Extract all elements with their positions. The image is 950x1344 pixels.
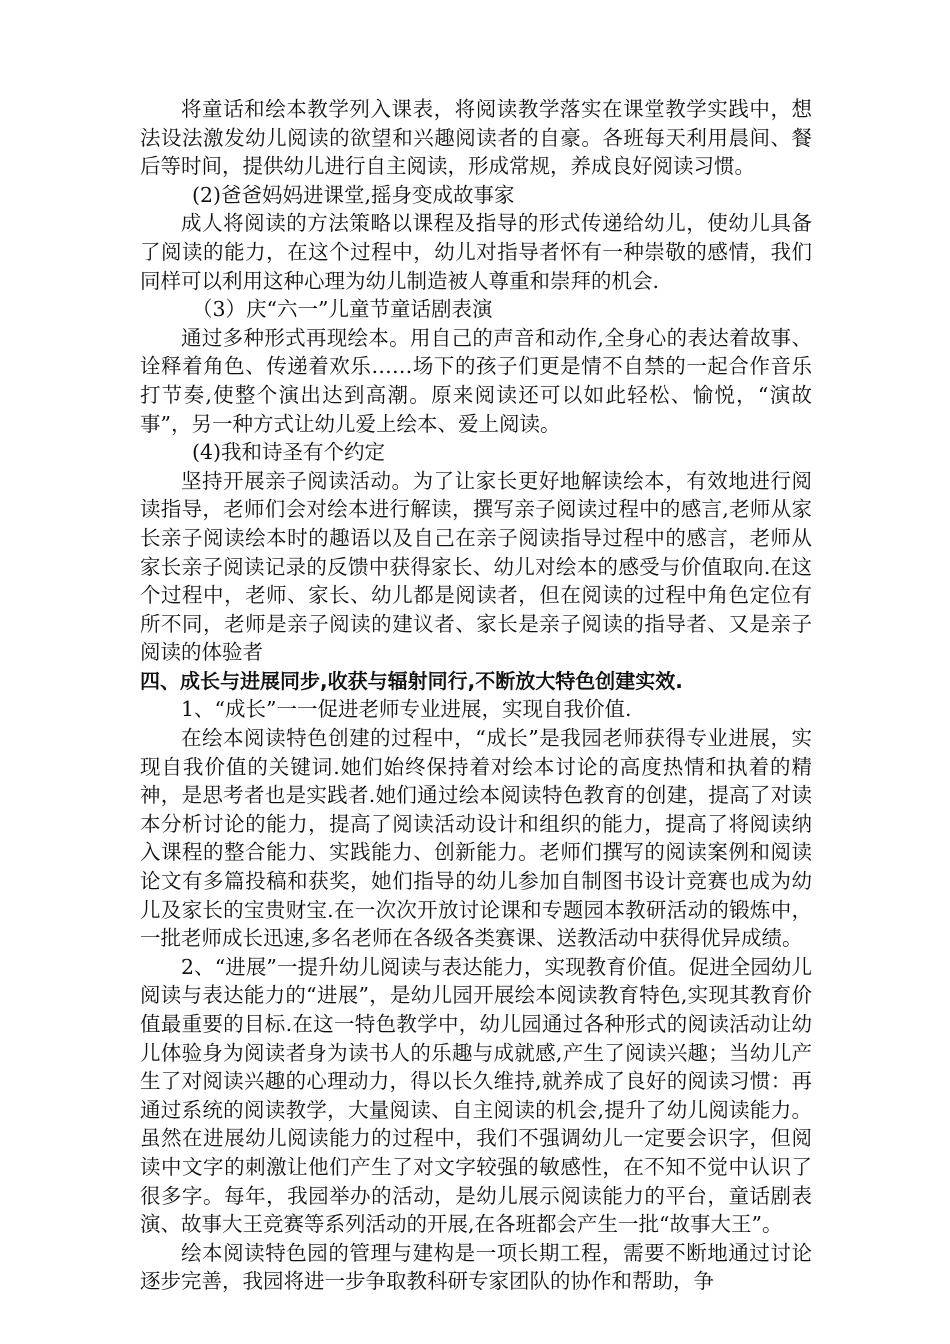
paragraph-parent-child-reading: 坚持开展亲子阅读活动。为了让家长更好地解读绘本，有效地进行阅读指导，老师们会对绘本进行解读，撰写亲子阅读过程中的感言,老师从家长亲子阅读绘本时的趣语以及自己在亲子阅读指导过程中的感言，老师从家长亲子阅读记录的反馈中获得家长、幼儿对绘本的感受与价值取向.在这个过程中，老师、家长、幼儿都是阅读者，但在阅读的过程中角色定位有所不同，老师是亲子阅读的建议者、家长是亲子阅读的指导者、又是亲子阅读的体验者 — [140, 468, 812, 665]
paragraph-parents-storytellers: 成人将阅读的方法策略以课程及指导的形式传递给幼儿，使幼儿具备了阅读的能力，在这个过程中，幼儿对指导者怀有一种崇敬的感情，我们同样可以利用这种心理为幼儿制造被人尊重和崇拜的机会. — [140, 211, 812, 293]
section-heading-four: 四、成长与进展同步,收获与辐射同行,不断放大特色创建实效. — [140, 668, 683, 693]
paragraph-teacher-growth: 在绘本阅读特色创建的过程中，“成长”是我园老师获得专业进展，实现自我价值的关键词.她们始终保持着对绘本讨论的高度热情和执着的精神，是思考者也是实践者.她们通过绘本阅读特色教育的创建，提高了对读本分析讨论的能力，提高了阅读活动设计和组织的能力，提高了将阅读纳入课程的整合能力、实践能力、创新能力。老师们撰写的阅读案例和阅读论文有多篇投稿和获奖，她们指导的幼儿参加自制图书设计竞赛也成为幼儿及家长的宝贵财宝.在一次次开放讨论课和专题园本教研活动的锻炼中，一批老师成长迅速,多名老师在各级各类赛课、送教活动中获得优异成绩。 — [140, 726, 812, 951]
subheading-childrens-day-drama: （3）庆“六一”儿童节童话剧表演 — [192, 297, 493, 322]
paragraph-long-term-project: 绘本阅读特色园的管理与建构是一项长期工程，需要不断地通过讨论逐步完善，我园将进一步争取教科研专家团队的协作和帮助，争 — [140, 1240, 812, 1294]
document-body — [140, 95, 812, 1296]
subheading-poetry-appointment: (4)我和诗圣有个约定 — [192, 440, 386, 465]
paragraph-childrens-day-drama: 通过多种形式再现绘本。用自己的声音和动作,全身心的表达着故事、诠释着角色、传递着欢乐……场下的孩子们更是情不自禁的一起合作音乐打节奏,使整个演出达到高潮。原来阅读还可以如此轻松、愉悦，“演故事”，另一种方式让幼儿爱上绘本、爱上阅读。 — [140, 325, 812, 436]
paragraph-growth-heading: 1、“成长”一一促进老师专业进展，实现自我价值. — [181, 697, 632, 722]
paragraph-child-progress: 2、“进展”一提升幼儿阅读与表达能力，实现教育价值。促进全园幼儿阅读与表达能力的“进展”，是幼儿园开展绘本阅读教育特色,实现其教育价值最重要的目标.在这一特色教学中，幼儿园通过各种形式的阅读活动让幼儿体验身为阅读者身为读书人的乐趣与成就感,产生了阅读兴趣；当幼儿产生了对阅读兴趣的心理动力，得以长久维持,就养成了良好的阅读习惯：再通过系统的阅读教学，大量阅读、自主阅读的机会,提升了幼儿阅读能力。虽然在进展幼儿阅读能力的过程中，我们不强调幼儿一定要会识字，但阅读中文字的刺激让他们产生了对文字较强的敏感性，在不知不觉中认识了很多字。每年，我园举办的活动，是幼儿展示阅读能力的平台，童话剧表演、故事大王竞赛等系列活动的开展,在各班都会产生一批“故事大王”。 — [140, 954, 812, 1237]
paragraph-curriculum: 将童话和绘本教学列入课表，将阅读教学落实在课堂教学实践中，想法设法激发幼儿阅读的欲望和兴趣阅读者的自豪。各班每天利用晨间、餐后等时间，提供幼儿进行自主阅读，形成常规，养成良好阅读习惯。 — [140, 97, 812, 179]
subheading-parents-storytellers: (2)爸爸妈妈进课堂,摇身变成故事家 — [192, 182, 515, 207]
